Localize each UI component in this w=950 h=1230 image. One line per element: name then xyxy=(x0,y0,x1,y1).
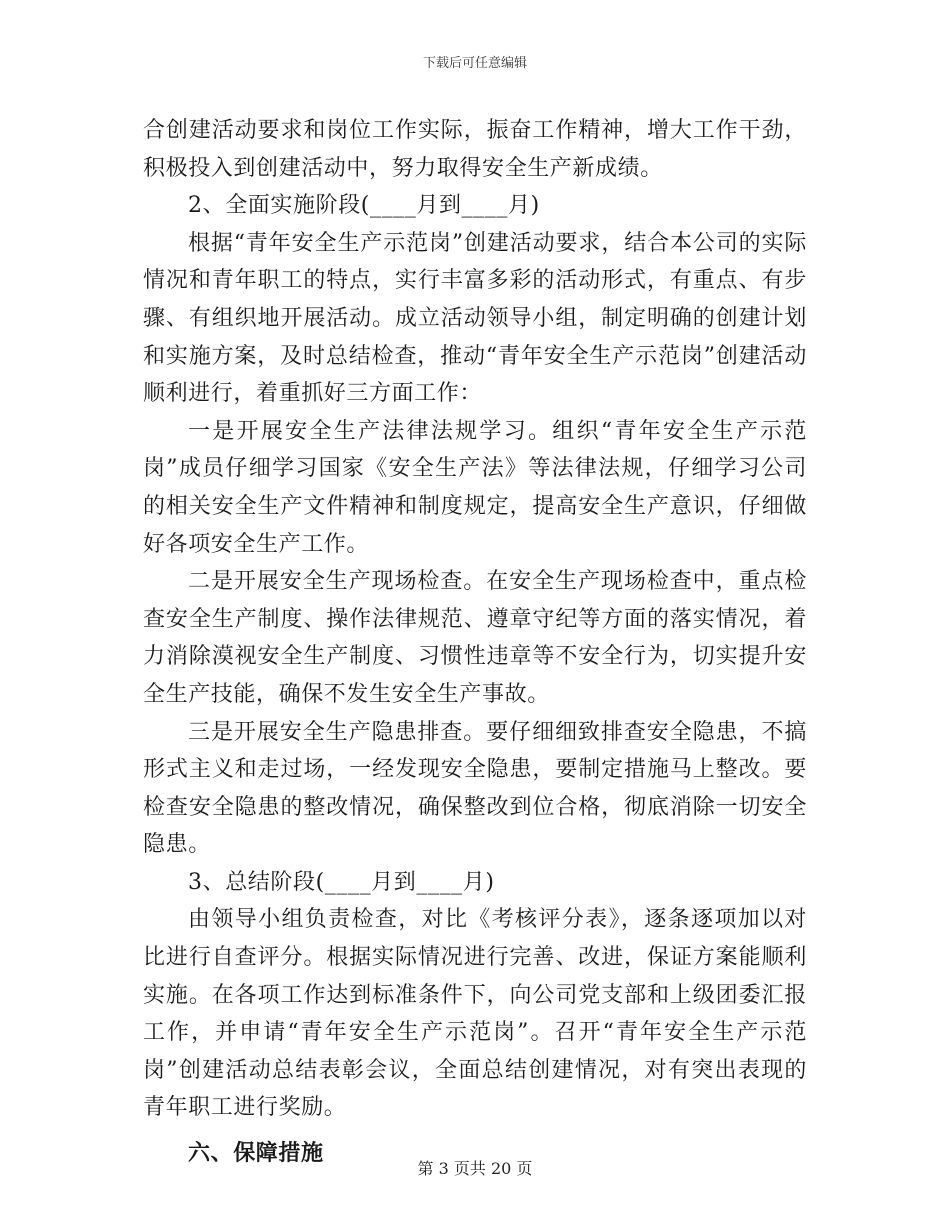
paragraph-continuation: 合创建活动要求和岗位工作实际，振奋工作精神，增大工作干劲，积极投入到创建活动中，努力取得安全生产新成绩。 xyxy=(143,118,807,181)
paragraph-implementation: 根据“青年安全生产示范岗”创建活动要求，结合本公司的实际情况和青年职工的特点，实行丰富多彩的活动形式，有重点、有步骤、有组织地开展活动。成立活动领导小组，制定明确的创建计划和实施方案，及时总结检查，推动“青年安全生产示范岗”创建活动顺利进行，着重抓好三方面工作： xyxy=(143,230,807,407)
section-heading: 六、保障措施 xyxy=(188,1141,324,1167)
page-header: 下载后可任意编辑 xyxy=(422,56,527,71)
document-body xyxy=(143,112,807,1173)
page-footer: 第 3 页共 20 页 xyxy=(417,1159,533,1178)
stage-title-implementation: 2、全面实施阶段(____月到____月) xyxy=(188,193,540,219)
stage-title-summary: 3、总结阶段(____月到____月) xyxy=(188,869,495,895)
paragraph-summary: 由领导小组负责检查，对比《考核评分表》，逐条逐项加以对比进行自查评分。根据实际情况进行完善、改进，保证方案能顺利实施。在各项工作达到标准条件下，向公司党支部和上级团委汇报工作，并申请“青年安全生产示范岗”。召开“青年安全生产示范岗”创建活动总结表彰会议，全面总结创建情况，对有突出表现的青年职工进行奖励。 xyxy=(143,907,807,1121)
paragraph-item-two: 二是开展安全生产现场检查。在安全生产现场检查中，重点检查安全生产制度、操作法律规范、遵章守纪等方面的落实情况，着力消除漠视安全生产制度、习惯性违章等不安全行为，切实提升安全生产技能，确保不发生安全生产事故。 xyxy=(143,569,807,707)
paragraph-item-one: 一是开展安全生产法律法规学习。组织“青年安全生产示范岗”成员仔细学习国家《安全生产法》等法律法规，仔细学习公司的相关安全生产文件精神和制度规定，提高安全生产意识，仔细做好各项安全生产工作。 xyxy=(143,418,807,557)
paragraph-item-three: 三是开展安全生产隐患排查。要仔细细致排查安全隐患，不搞形式主义和走过场，一经发现安全隐患，要制定措施马上整改。要检查安全隐患的整改情况，确保整改到位合格，彻底消除一切安全隐患。 xyxy=(143,719,807,858)
